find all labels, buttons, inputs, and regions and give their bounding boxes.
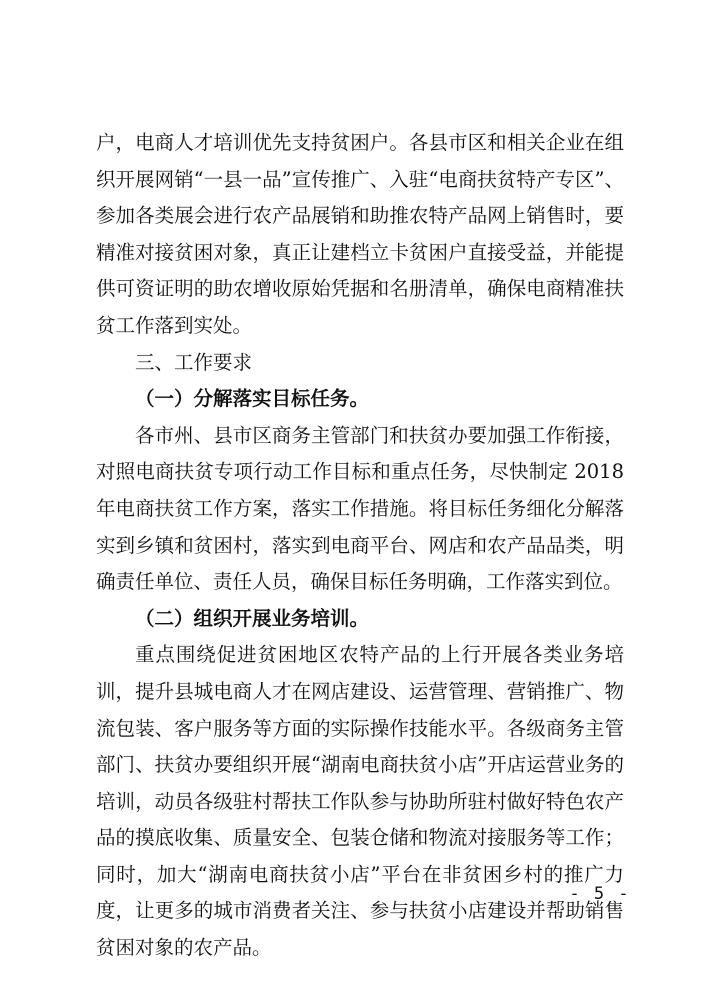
paragraph-continuation: 户，电商人才培训优先支持贫困户。各县市区和相关企业在组织开展网销“一县一品”宣传推广、入驻“电商扶贫特产专区”、参加各类展会进行农产品展销和助推农特产品网上销售时，要精准对接贫困对象，真正让建档立卡贫困户直接受益，并能提供可资证明的助农增收原始凭据和名册清单，确保电商精准扶贫工作落到实处。 [96, 131, 624, 337]
page-number: - 5 - [569, 884, 631, 904]
subsection-heading-business-training: （二）组织开展业务培训。 [135, 606, 370, 630]
subsection-heading-decompose-tasks: （一）分解落实目标任务。 [135, 387, 370, 411]
paragraph-task-decomposition: 各市州、县市区商务主管部门和扶贫办要加强工作衔接，对照电商扶贫专项行动工作目标和重点任务，尽快制定 2018 年电商扶贫工作方案，落实工作措施。将目标任务细化分解落实到乡镇和贫困村，落实到电商平台、网店和农产品品类，明确责任单位、责任人员，确保目标任务明确，工作落实到位。 [96, 423, 624, 594]
document-body [96, 125, 624, 967]
paragraph-business-training: 重点围绕促进贫困地区农特产品的上行开展各类业务培训，提升县城电商人才在网店建设、运营管理、营销推广、物流包装、客户服务等方面的实际操作技能水平。各级商务主管部门、扶贫办要组织开展“湖南电商扶贫小店”开店运营业务的培训，动员各级驻村帮扶工作队参与协助所驻村做好特色农产品的摸底收集、质量安全、包装仓储和物流对接服务等工作；同时，加大“湖南电商扶贫小店”平台在非贫困乡村的推广力度，让更多的城市消费者关注、参与扶贫小店建设并帮助销售贫困对象的农产品。 [96, 643, 624, 960]
section-heading-work-requirements: 三、工作要求 [135, 350, 253, 374]
